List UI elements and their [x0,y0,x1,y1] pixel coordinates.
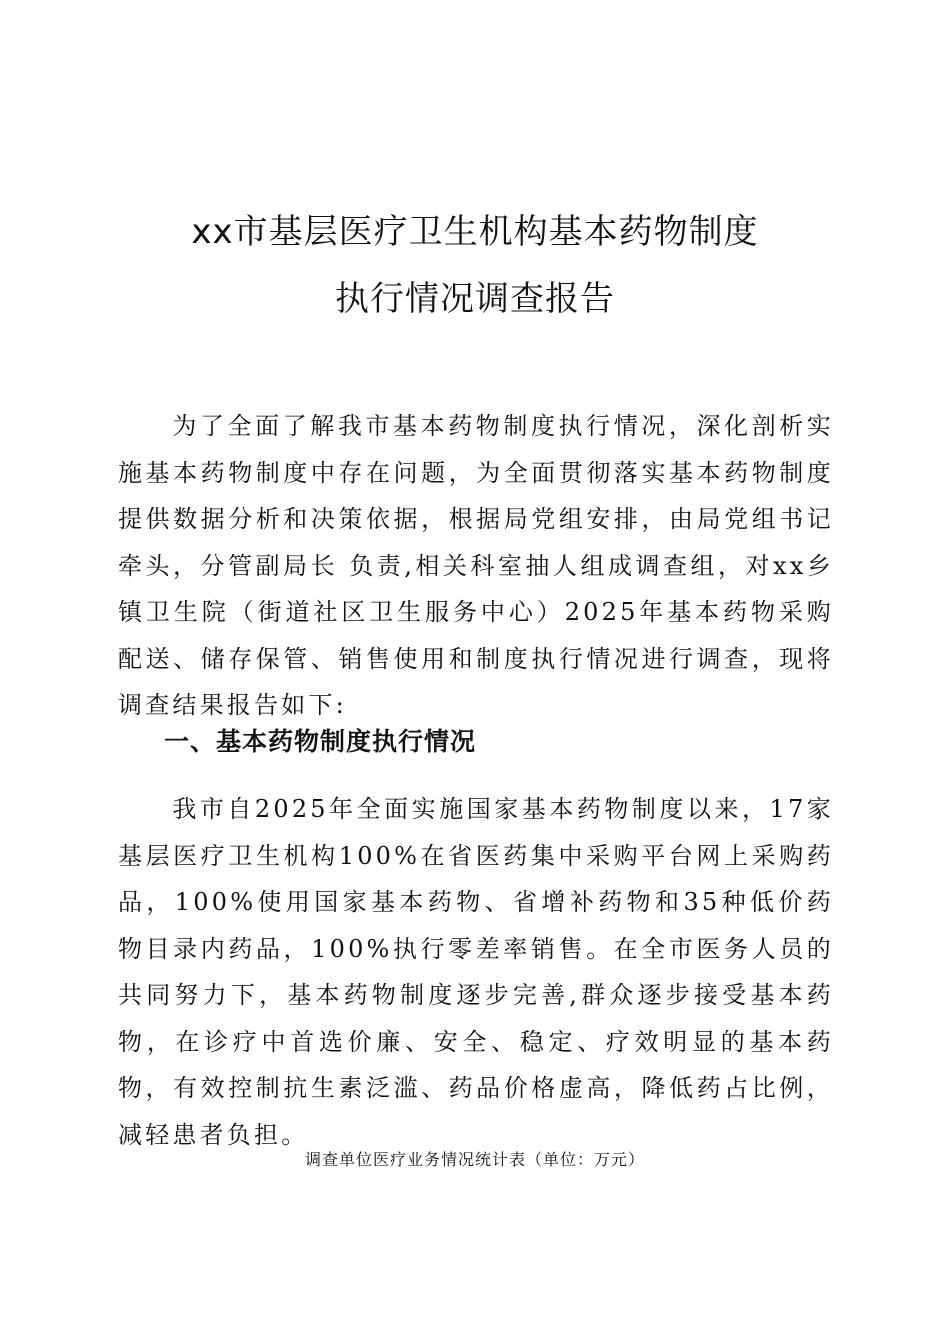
intro-paragraph-text: 为了全面了解我市基本药物制度执行情况，深化剖析实施基本药物制度中存在问题，为全面贯彻落实基本药物制度提供数据分析和决策依据，根据局党组安排，由局党组书记 牵头，分管副局长 负责,相关科室抽人组成调查组，对xx乡镇卫生院（街道社区卫生服务中心）2025年基本药物采购配送、储存保管、销售使用和制度执行情况进行调查，现将调查结果报告如下: [118,412,834,719]
table-caption: 调查单位医疗业务情况统计表（单位：万元） [304,1150,645,1169]
section-heading: 一、基本药物制度执行情况 [164,727,477,756]
section-paragraph [118,786,834,1158]
document-title-line1: xx市基层医疗卫生机构基本药物制度 [191,212,759,252]
document-title-line2: 执行情况调查报告 [335,279,615,319]
section-paragraph-text: 我市自2025年全面实施国家基本药物制度以来，17家基层医疗卫生机构100%在省医药集中采购平台网上采购药品，100%使用国家基本药物、省增补药物和35种低价药物目录内药品，100%执行零差率销售。在全市医务人员的共同努力下，基本药物制度逐步完善,群众逐步接受基本药物，在诊疗中首选价廉、安全、稳定、疗效明显的基本药物，有效控制抗生素泛滥、药品价格虚高，降低药占比例，减轻患者负担。 [118,795,834,1149]
intro-paragraph [118,403,834,729]
